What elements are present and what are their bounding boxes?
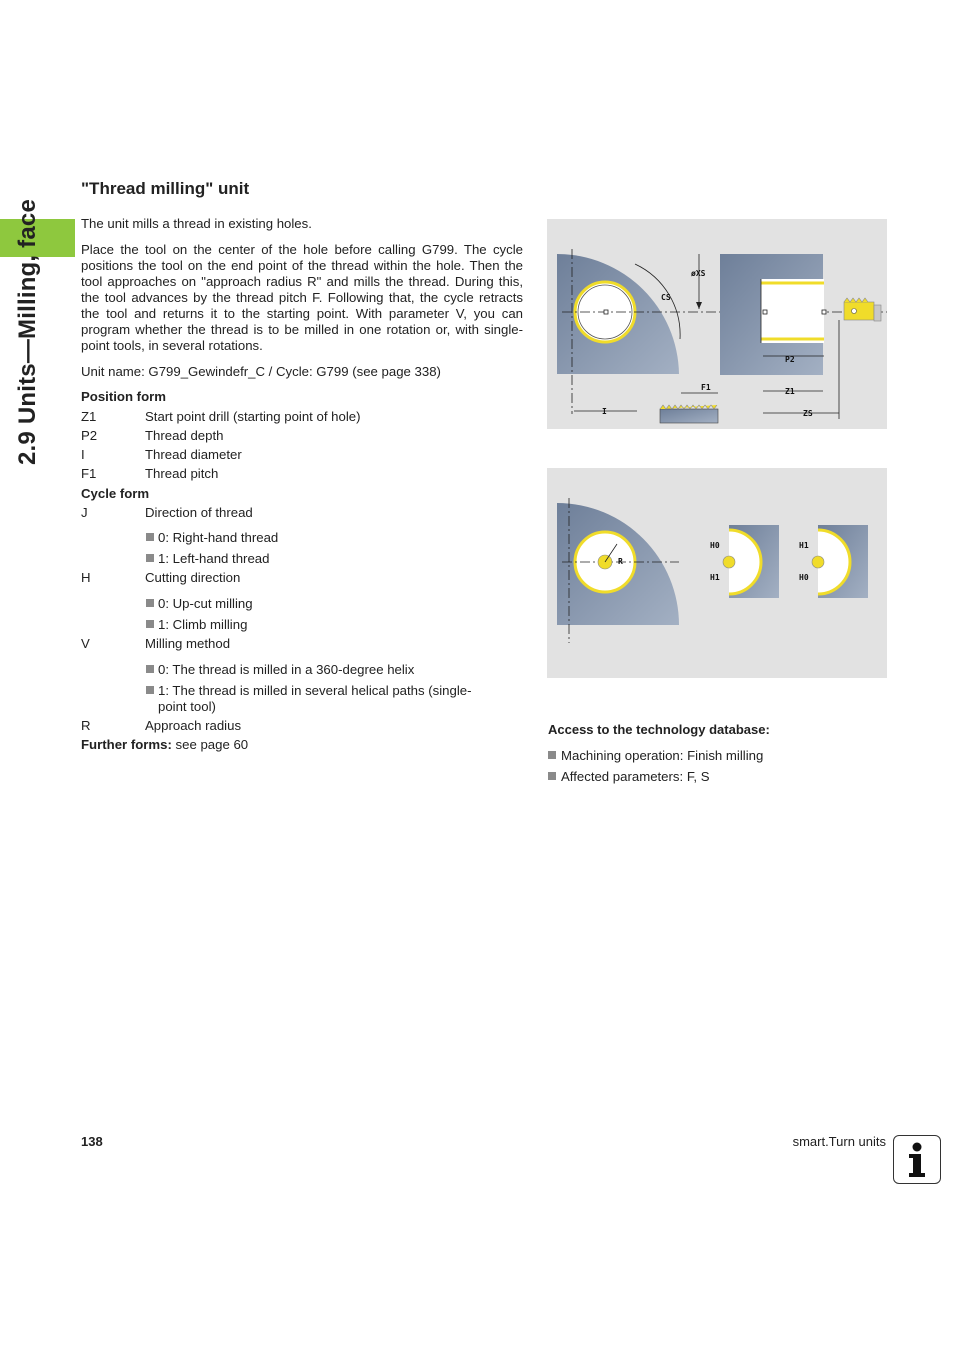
further-forms: Further forms: see page 60 bbox=[81, 737, 249, 752]
param-row: F1 Thread pitch bbox=[81, 466, 219, 481]
label-i: I bbox=[602, 407, 607, 416]
list-item: Machining operation: Finish milling bbox=[548, 748, 763, 763]
manual-title: smart.Turn units bbox=[792, 1134, 886, 1149]
label-zs: ZS bbox=[803, 409, 813, 418]
label-z1: Z1 bbox=[785, 387, 795, 396]
info-icon bbox=[893, 1135, 941, 1184]
param-row: I Thread diameter bbox=[81, 447, 242, 462]
param-row: J Direction of thread bbox=[81, 505, 253, 520]
option-item: 0: Up-cut milling bbox=[146, 596, 506, 612]
option-item: 0: The thread is milled in a 360-degree helix bbox=[146, 662, 506, 678]
option-item: 0: Right-hand thread bbox=[146, 530, 506, 546]
label-cs: CS bbox=[661, 293, 671, 302]
cycle-form-heading: Cycle form bbox=[81, 486, 150, 501]
label-xs: øXS bbox=[691, 269, 706, 278]
option-item: 1: The thread is milled in several helical paths (single-point tool) bbox=[146, 683, 506, 715]
thread-milling-geometry-figure bbox=[547, 219, 887, 429]
page-number: 138 bbox=[81, 1134, 103, 1149]
label-f1: F1 bbox=[701, 383, 711, 392]
technology-heading: Access to the technology database: bbox=[548, 722, 770, 737]
param-row: Z1 Start point drill (starting point of hole) bbox=[81, 409, 361, 424]
param-row: P2 Thread depth bbox=[81, 428, 224, 443]
intro-text: The unit mills a thread in existing holes. bbox=[81, 216, 312, 231]
label-r: R bbox=[618, 557, 623, 566]
section-tab-title: 2.9 Units—Milling, face bbox=[14, 199, 41, 465]
label-h0-right: H0 bbox=[799, 573, 809, 582]
label-p2: P2 bbox=[785, 355, 795, 364]
param-row: H Cutting direction bbox=[81, 570, 241, 585]
label-h1-right: H1 bbox=[799, 541, 809, 550]
option-item: 1: Left-hand thread bbox=[146, 551, 506, 567]
option-item: 1: Climb milling bbox=[146, 617, 506, 633]
thread-mill-tool bbox=[844, 302, 874, 320]
unit-name-text: Unit name: G799_Gewindefr_C / Cycle: G799 (see page 338) bbox=[81, 364, 441, 379]
cutting-direction-figure bbox=[547, 468, 887, 678]
list-item: Affected parameters: F, S bbox=[548, 769, 710, 784]
param-row: R Approach radius bbox=[81, 718, 242, 733]
param-row: V Milling method bbox=[81, 636, 231, 651]
label-h1-left: H1 bbox=[710, 573, 720, 582]
page-title: "Thread milling" unit bbox=[81, 179, 250, 198]
position-form-heading: Position form bbox=[81, 389, 166, 404]
description-text: Place the tool on the center of the hole before calling G799. The cycle positions the tool on the end point of the thread within the hole. Then the tool approaches on "approach radius R" and mills the thread. During this, the tool advances by the thread pitch F. Following that, the cycle retracts the tool and returns it to the starting point. With parameter V, you can program whether the thread is to be milled in one rotation or, with single-point tools, in several rotations. bbox=[81, 242, 523, 353]
label-h0-left: H0 bbox=[710, 541, 720, 550]
